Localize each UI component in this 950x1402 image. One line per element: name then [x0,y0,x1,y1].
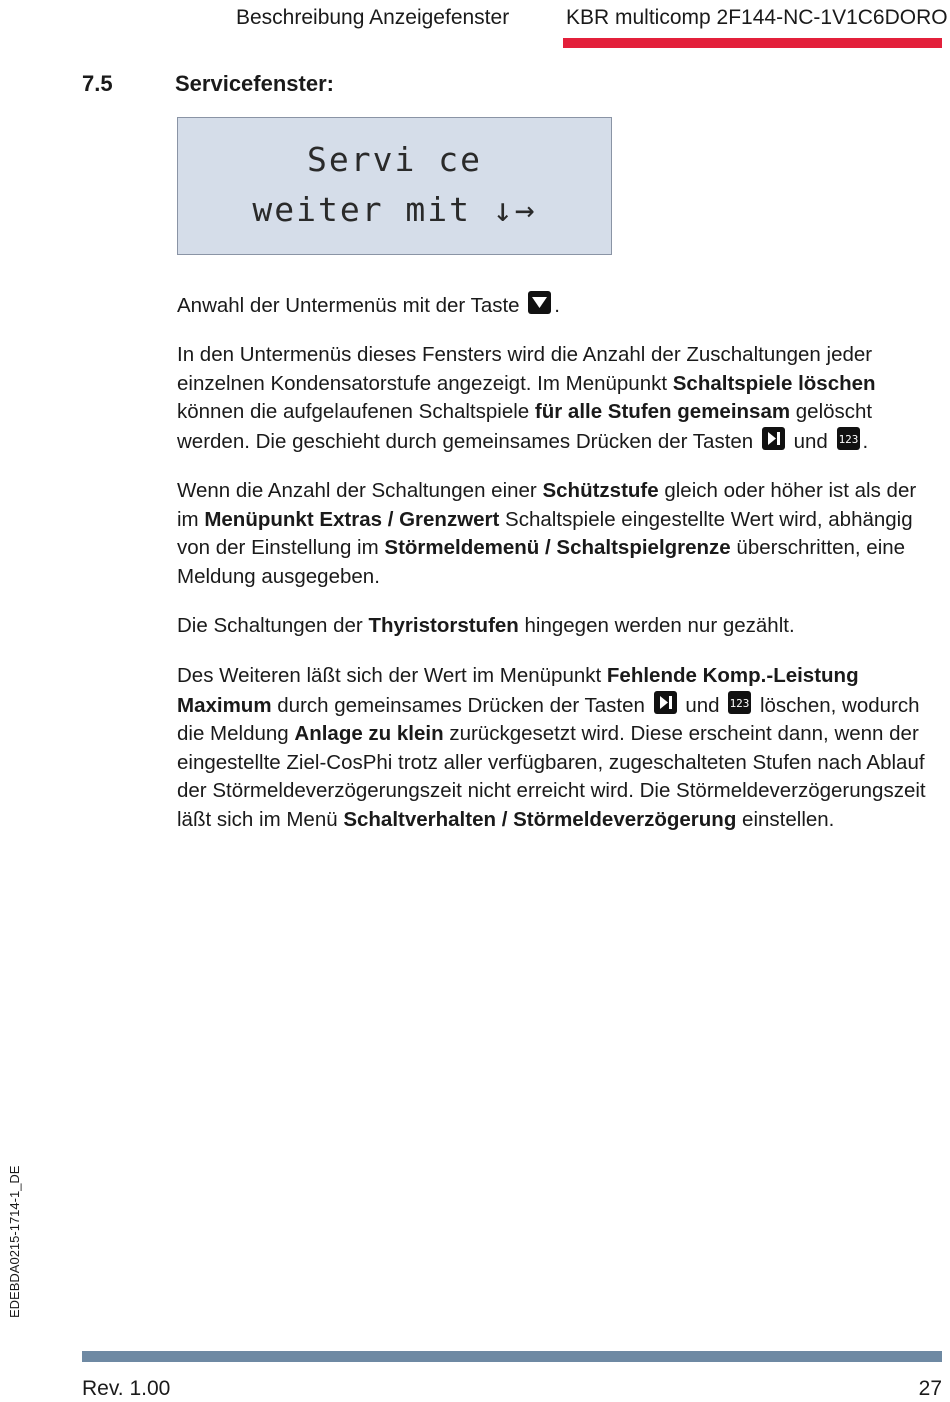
p2-text-5: . [862,429,869,453]
down-triangle-icon [528,291,551,314]
p5-bold-1: Fehlende Komp.-Leistung Maximum [177,664,859,717]
header-section-title: Beschreibung Anzeigefenster [236,6,510,29]
p5-text-6: einstellen. [736,807,835,831]
skip-next-icon [654,691,677,714]
p5-text-1: Des Weiteren läßt sich der Wert im Menüpunkt [177,664,607,687]
paragraph-4 [177,612,942,641]
footer-bar [82,1351,942,1362]
p3-text-4: überschritten, eine Meldung ausgegeben. [177,536,906,588]
p2-text-4: und [793,429,828,453]
paragraph-1 [177,291,942,321]
p2-text-3: gelöscht werden. Die geschieht durch gemeinsames Drücken der Tasten [177,400,873,453]
p3-bold-1: Schützstufe [542,479,659,502]
p3-bold-2: Menüpunkt Extras / Grenzwert [204,507,500,531]
header-product-name: KBR multicomp 2F144-NC-1V1C6DORO [566,6,948,29]
skip-next-icon [762,427,785,450]
lcd-line-1: Servi ce [307,140,482,179]
p3-text-3: Schaltspiele eingestellte Wert wird, abhängig von der Einstellung im [177,507,913,559]
section-number: 7.5 [82,71,113,96]
paragraph-5 [177,662,942,834]
p4-bold-1: Thyristorstufen [368,614,519,637]
lcd-line-2: weiter mit ↓→ [252,190,537,229]
paragraph-2 [177,341,942,456]
section-title: Servicefenster: [175,71,334,96]
p5-text-4: löschen, wodurch die Meldung [177,693,920,745]
p2-text-1: In den Untermenüs dieses Fensters wird die Anzahl der Zuschaltungen jeder einzelnen Kondensatorstufe angezeigt. Im Menüpunkt [177,343,873,395]
lcd-display [177,117,612,255]
svg-text:123: 123 [838,432,858,446]
p5-text-3: und [685,693,720,717]
p2-bold-2: für alle Stufen gemeinsam [534,400,791,423]
numeric-123-icon [837,427,860,450]
paragraph-3 [177,477,942,591]
p4-text-2: hingegen werden nur gezählt. [518,614,795,637]
p2-text-2: können die aufgelaufenen Schaltspiele [177,400,535,423]
numeric-123-icon [728,691,751,714]
footer-revision: Rev. 1.00 [82,1377,171,1400]
p1-text-2: . [554,294,560,317]
header-accent-bar [563,38,942,48]
p3-bold-3: Störmeldemenü / Schaltspielgrenze [384,536,731,559]
p5-bold-2: Anlage zu klein [294,722,444,745]
document-code: EDEBDA0215-1714-1_DE [7,1165,22,1318]
p2-bold-1: Schaltspiele löschen [672,371,876,395]
svg-text:123: 123 [729,696,750,710]
p3-text-2: gleich oder höher ist als der im [177,479,917,531]
p5-text-5: zurückgesetzt wird. Diese erscheint dann, wenn der eingestellte Ziel-CosPhi trotz aller verfügbaren, zugeschalteten Stufen nach Ablauf der Störmeldeverzögerungszeit nicht erreicht wird. Die Störmeldeverzögerungszeit läßt sich im Menü [177,722,926,831]
p3-text-1: Wenn die Anzahl der Schaltungen einer [177,479,543,502]
p4-text-1: Die Schaltungen der [177,614,369,637]
p5-bold-3: Schaltverhalten / Störmeldeverzögerung [343,807,737,831]
p5-text-2: durch gemeinsames Drücken der Tasten [271,693,645,717]
page-number: 27 [918,1377,942,1400]
p1-text-1: Anwahl der Untermenüs mit der Taste [177,294,520,317]
